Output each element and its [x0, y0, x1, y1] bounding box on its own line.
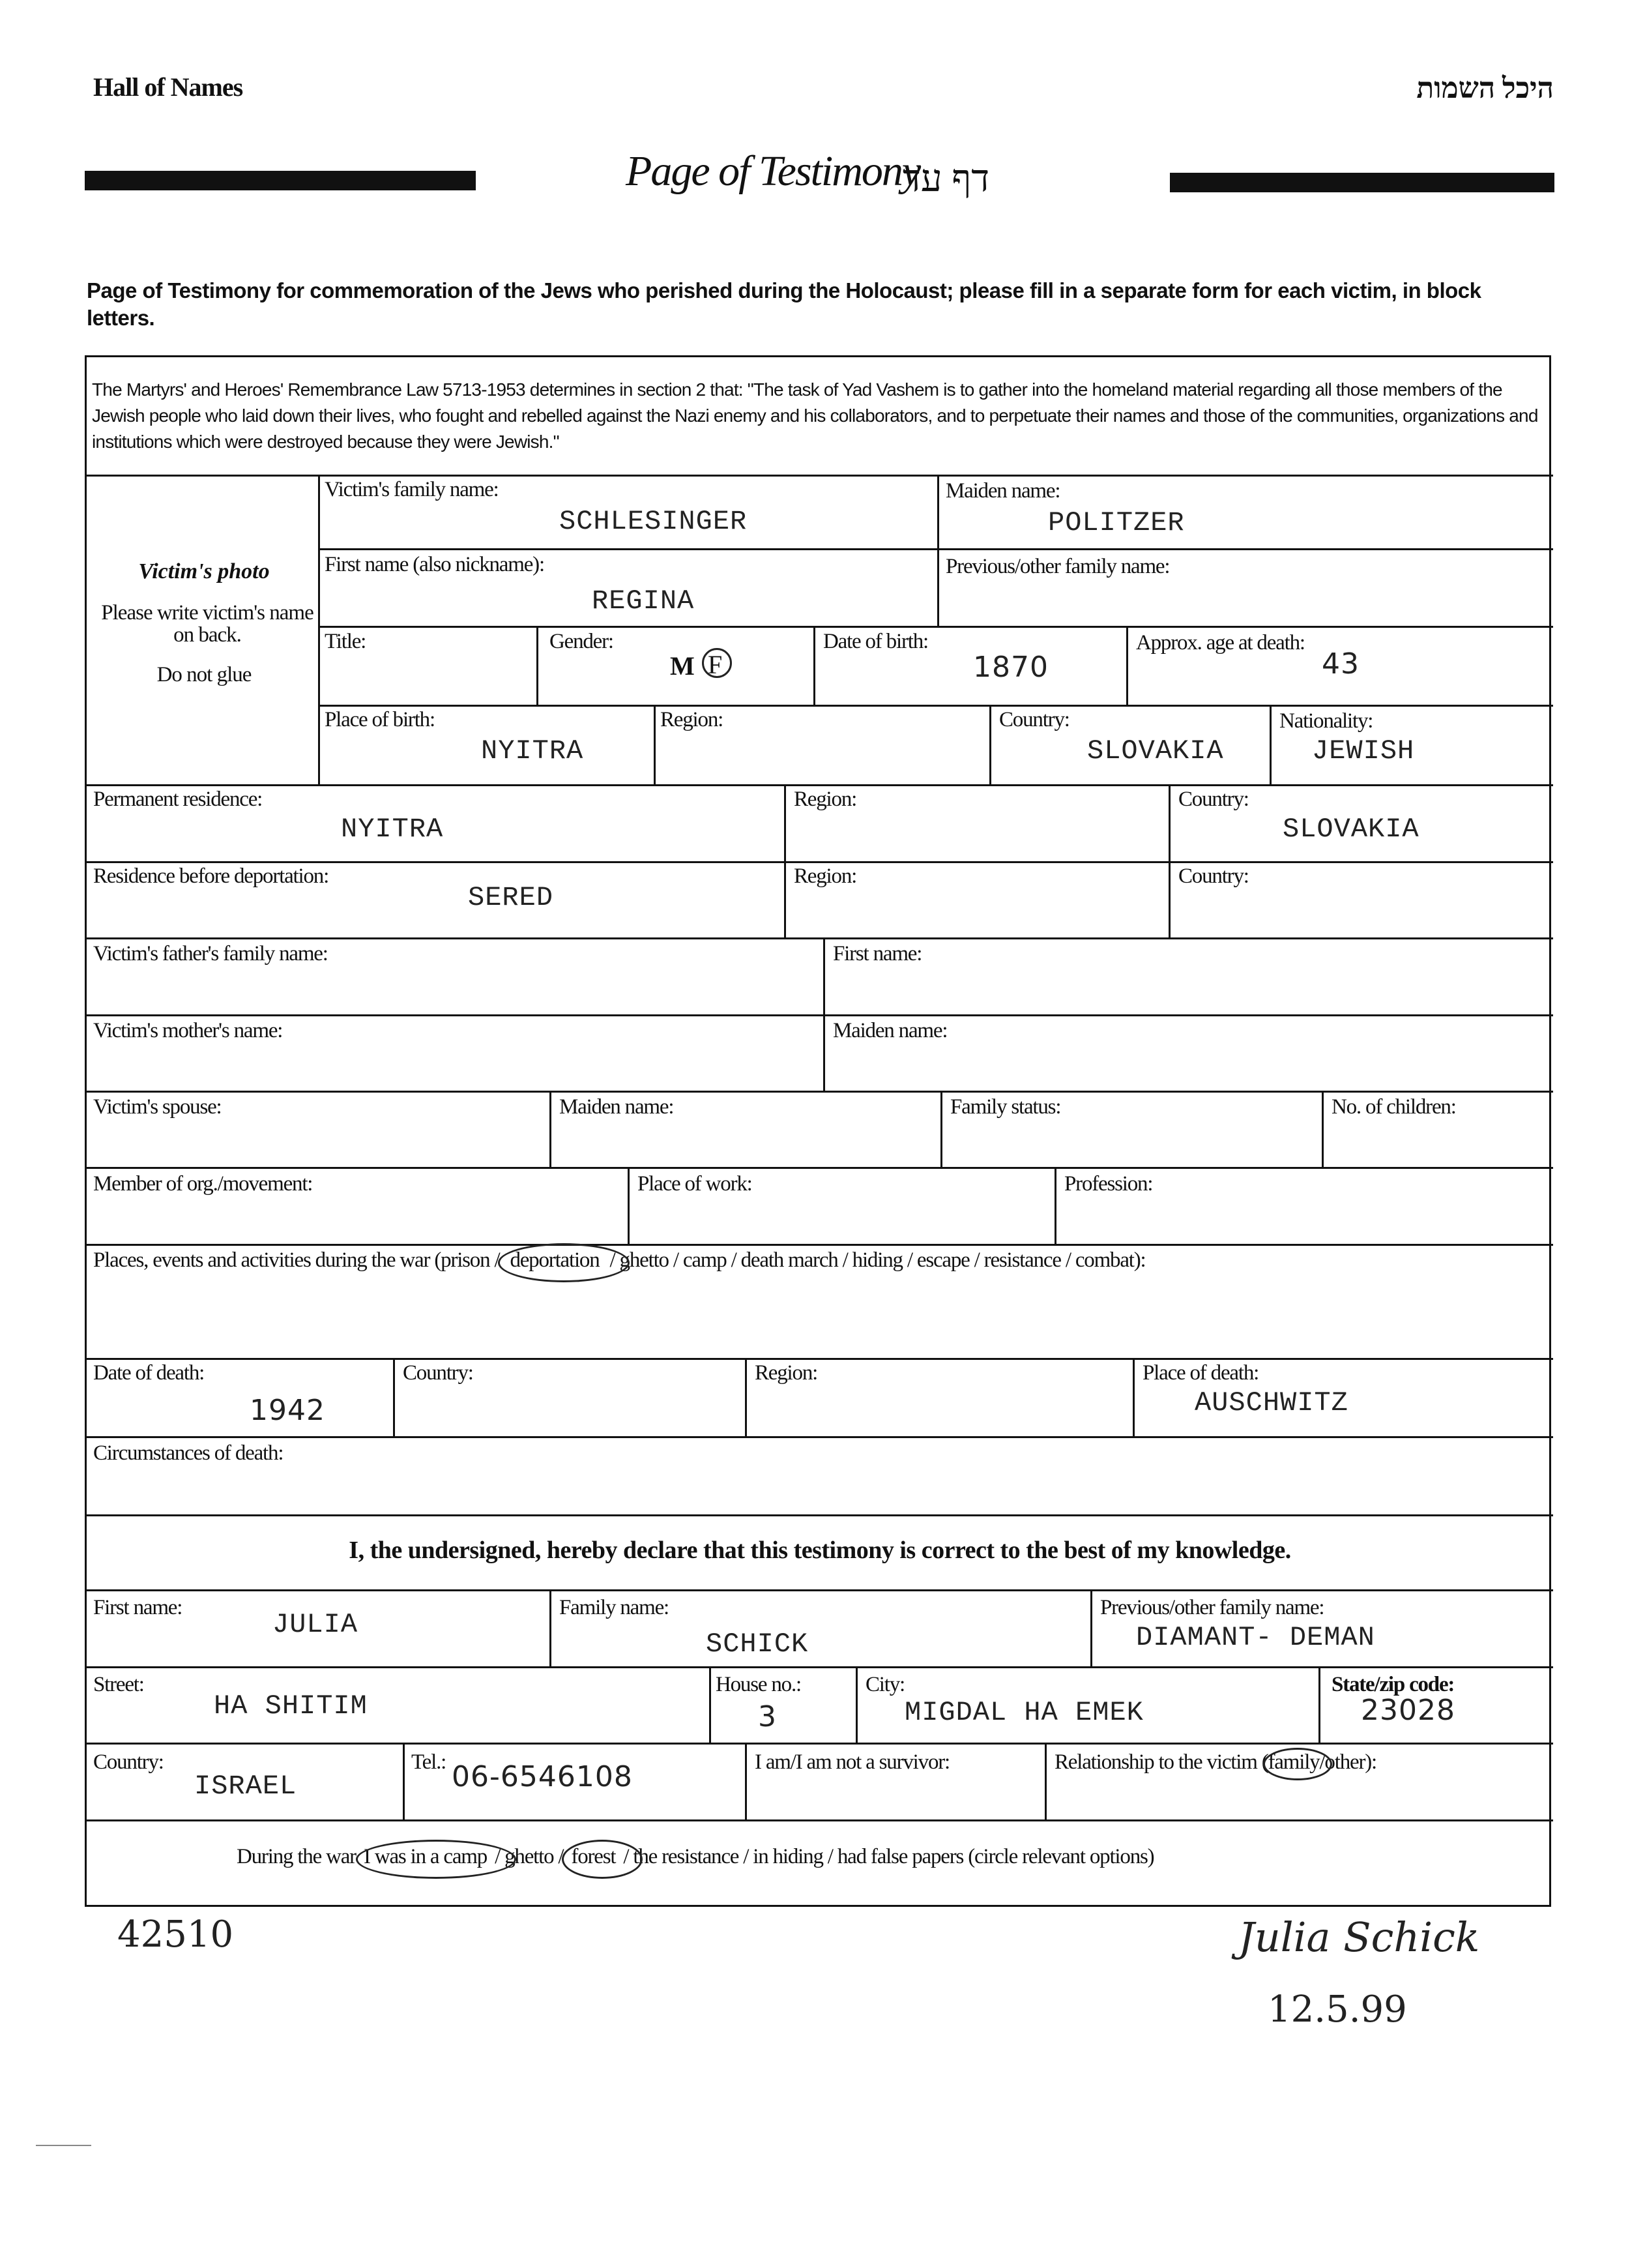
title-label: Title:	[325, 630, 366, 653]
divider	[628, 1167, 630, 1244]
page-title: Page of Testimony	[626, 147, 920, 195]
submitter-first-name-label: First name:	[93, 1596, 182, 1619]
during-war-text-pre: During the war	[237, 1845, 356, 1868]
divider	[745, 1358, 747, 1436]
divider	[87, 1819, 1553, 1821]
divider	[1322, 1091, 1324, 1167]
street-label: Street:	[93, 1673, 144, 1696]
telephone[interactable]: 06-6546108	[452, 1760, 633, 1793]
divider	[1126, 626, 1128, 705]
father-first-name-label: First name:	[833, 942, 922, 965]
place-of-death-label: Place of death:	[1143, 1361, 1259, 1385]
divider	[1169, 784, 1171, 937]
relationship-label	[1055, 1750, 1376, 1775]
residence-country[interactable]: SLOVAKIA	[1283, 814, 1419, 845]
handwritten-number: 42510	[117, 1913, 234, 1956]
spouse-label: Victim's spouse:	[93, 1095, 222, 1119]
date-of-birth-label: Date of birth:	[823, 630, 928, 653]
forest-circle-icon	[562, 1840, 643, 1879]
permanent-residence[interactable]: NYITRA	[341, 814, 444, 845]
divider	[940, 1091, 942, 1167]
divider	[318, 548, 1553, 550]
divider	[709, 1666, 711, 1743]
submitter-country[interactable]: ISRAEL	[194, 1771, 297, 1802]
victim-family-name-label: Victim's family name:	[325, 478, 499, 501]
divider	[87, 1091, 1553, 1093]
divider	[87, 1589, 1553, 1591]
submitter-family-name[interactable]: SCHICK	[706, 1628, 809, 1660]
page-title-hebrew: דף עד	[903, 157, 990, 199]
divider	[393, 1358, 395, 1436]
divider	[937, 475, 939, 626]
intro-text: Page of Testimony for commemoration of the Jews who perished during the Holocaust; please fill in a separate form for each victim, in block letters.	[87, 278, 1481, 330]
nationality-label: Nationality:	[1279, 709, 1373, 733]
permanent-residence-label: Permanent residence:	[93, 788, 263, 811]
residence-country-label: Country:	[1178, 788, 1249, 811]
gender-option-f[interactable]: F	[708, 650, 722, 679]
divider	[318, 626, 1553, 628]
submitter-first-name[interactable]: JULIA	[272, 1609, 358, 1640]
mother-name-label: Victim's mother's name:	[93, 1019, 283, 1042]
city[interactable]: MIGDAL HA EMEK	[905, 1697, 1144, 1728]
photo-title: Victim's photo	[138, 559, 270, 583]
street[interactable]: HA SHITIM	[214, 1690, 368, 1722]
during-war-text-post: / the resistance / in hiding / had false papers (circle relevant options)	[623, 1845, 1154, 1868]
residence-before-deportation[interactable]: SERED	[468, 882, 554, 913]
divider	[745, 1743, 747, 1819]
family-circle-icon	[1263, 1748, 1332, 1780]
divider	[87, 1436, 1553, 1438]
house-number-label: House no.:	[716, 1673, 801, 1696]
camp-circle-icon	[356, 1840, 516, 1879]
member-of-org-label: Member of org./movement:	[93, 1172, 313, 1196]
submitter-family-name-label: Family name:	[559, 1596, 669, 1619]
divider	[87, 784, 1553, 786]
zip-code[interactable]: 23028	[1361, 1694, 1455, 1727]
nationality[interactable]: JEWISH	[1312, 735, 1415, 767]
relationship-text-pre: Relationship to the victim (	[1055, 1750, 1268, 1774]
divider	[87, 861, 1553, 863]
father-family-name-label: Victim's father's family name:	[93, 942, 328, 965]
divider	[989, 705, 991, 784]
signature: Julia Schick	[1238, 1913, 1480, 1961]
divider	[1133, 1358, 1135, 1436]
gender-label: Gender:	[549, 630, 613, 653]
divider	[549, 1589, 551, 1666]
date-of-death-label: Date of death:	[93, 1361, 205, 1385]
during-war-option-camp[interactable]	[361, 1845, 489, 1869]
place-of-birth-label: Place of birth:	[325, 708, 435, 731]
country-label: Country:	[999, 708, 1070, 731]
victim-family-name[interactable]: SCHLESINGER	[559, 506, 748, 537]
region-label: Region:	[660, 708, 723, 731]
relationship-option-family-text: family	[1268, 1750, 1320, 1774]
birth-country[interactable]: SLOVAKIA	[1087, 735, 1224, 767]
divider	[87, 1014, 1553, 1016]
number-of-children-label: No. of children:	[1332, 1095, 1456, 1119]
divider	[813, 626, 815, 705]
during-war-line	[237, 1845, 1154, 1869]
place-of-birth[interactable]: NYITRA	[481, 735, 584, 767]
gender-f-circle-icon	[702, 648, 732, 678]
relationship-text-post: /other):	[1319, 1750, 1376, 1774]
divider	[856, 1666, 858, 1743]
victim-maiden-name[interactable]: POLITZER	[1048, 507, 1185, 538]
divider	[87, 1244, 1553, 1246]
signature-date: 12.5.99	[1268, 1988, 1407, 2031]
divider	[784, 784, 786, 937]
place-of-death[interactable]: AUSCHWITZ	[1195, 1387, 1348, 1419]
divider	[403, 1743, 405, 1819]
war-activities-text-pre: Places, events and activities during the war (prison /	[93, 1248, 500, 1272]
war-activities-label	[93, 1248, 1146, 1273]
header-bar-left	[85, 171, 476, 190]
divider	[1090, 1589, 1092, 1666]
divider	[549, 1091, 551, 1167]
residence-before-deportation-label: Residence before deportation:	[93, 864, 329, 888]
divider	[87, 1358, 1553, 1360]
victim-first-name[interactable]: REGINA	[592, 585, 695, 617]
victim-maiden-name-label: Maiden name:	[946, 479, 1060, 503]
during-war-option-camp-text: I was in a camp	[363, 1845, 488, 1868]
war-activity-deportation[interactable]	[506, 1248, 603, 1273]
declaration: I, the undersigned, hereby declare that this testimony is correct to the best of my knowledge.	[349, 1537, 1291, 1564]
during-war-option-forest-text: forest	[571, 1845, 616, 1868]
divider	[823, 937, 825, 1091]
divider	[318, 705, 1553, 707]
submitter-previous-name[interactable]: DIAMANT- DEMAN	[1136, 1622, 1375, 1653]
city-label: City:	[866, 1673, 905, 1696]
place-of-work-label: Place of work:	[637, 1172, 752, 1196]
scan-mark	[36, 2145, 91, 2146]
profession-label: Profession:	[1064, 1172, 1153, 1196]
law-text: The Martyrs' and Heroes' Remembrance Law 5713-1953 determines in section 2 that: "The task of Yad Vashem is to gather into the homeland material regarding all those members of the Jewish people who laid down their lives, who fought and rebelled against the Nazi enemy and his collaborators, and to perpetuate their names and those of the communities, organizations and institutions which were destroyed because they were Jewish."	[92, 379, 1538, 452]
testimony-form	[85, 355, 1551, 1907]
deportation-region-label: Region:	[794, 864, 857, 888]
divider	[87, 1514, 1553, 1516]
telephone-label: Tel.:	[411, 1750, 446, 1774]
war-activities-text-post: / ghetto / camp / death march / hiding / escape / resistance / combat):	[609, 1248, 1146, 1272]
residence-region-label: Region:	[794, 788, 857, 811]
divider	[1318, 1666, 1320, 1743]
date-of-death[interactable]: 1942	[250, 1394, 325, 1427]
date-of-birth[interactable]: 1870	[973, 651, 1049, 684]
gender-option-m[interactable]: M	[670, 651, 694, 681]
divider	[1055, 1167, 1056, 1244]
family-status-label: Family status:	[950, 1095, 1061, 1119]
divider	[87, 475, 1553, 477]
during-war-option-forest[interactable]	[568, 1845, 618, 1869]
circumstances-of-death-label: Circumstances of death:	[93, 1441, 284, 1465]
divider	[87, 1666, 1553, 1668]
relationship-option-family[interactable]	[1268, 1750, 1320, 1775]
divider	[87, 1167, 1553, 1169]
house-number[interactable]: 3	[758, 1700, 777, 1733]
age-at-death-label: Approx. age at death:	[1136, 631, 1305, 655]
divider	[1045, 1743, 1047, 1819]
deportation-circle-icon	[498, 1243, 630, 1282]
divider	[87, 1743, 1553, 1745]
first-name-label: First name (also nickname):	[325, 553, 544, 576]
photo-instruction: Please write victim's name on back.	[101, 601, 313, 647]
deportation-country-label: Country:	[1178, 864, 1249, 888]
war-activity-deportation-text: deportation	[510, 1248, 600, 1272]
spouse-maiden-name-label: Maiden name:	[559, 1095, 674, 1119]
zip-code-label: State/zip code:	[1332, 1673, 1455, 1696]
death-country-label: Country:	[403, 1361, 473, 1385]
org-name-hebrew: היכל השמות	[1416, 72, 1554, 104]
death-region-label: Region:	[755, 1361, 818, 1385]
divider	[87, 937, 1553, 939]
org-name-english: Hall of Names	[93, 72, 243, 102]
age-at-death[interactable]: 43	[1322, 647, 1360, 681]
photo-note: Do not glue	[156, 663, 252, 686]
submitter-country-label: Country:	[93, 1750, 164, 1774]
divider	[654, 705, 656, 784]
header-bar-right	[1170, 173, 1554, 192]
divider	[536, 626, 538, 705]
during-war-text-mid: / ghetto /	[495, 1845, 564, 1868]
previous-family-name-label: Previous/other family name:	[946, 555, 1170, 578]
divider	[1270, 705, 1272, 784]
survivor-label: I am/I am not a survivor:	[755, 1750, 950, 1774]
submitter-previous-name-label: Previous/other family name:	[1100, 1596, 1324, 1619]
mother-maiden-name-label: Maiden name:	[833, 1019, 948, 1042]
